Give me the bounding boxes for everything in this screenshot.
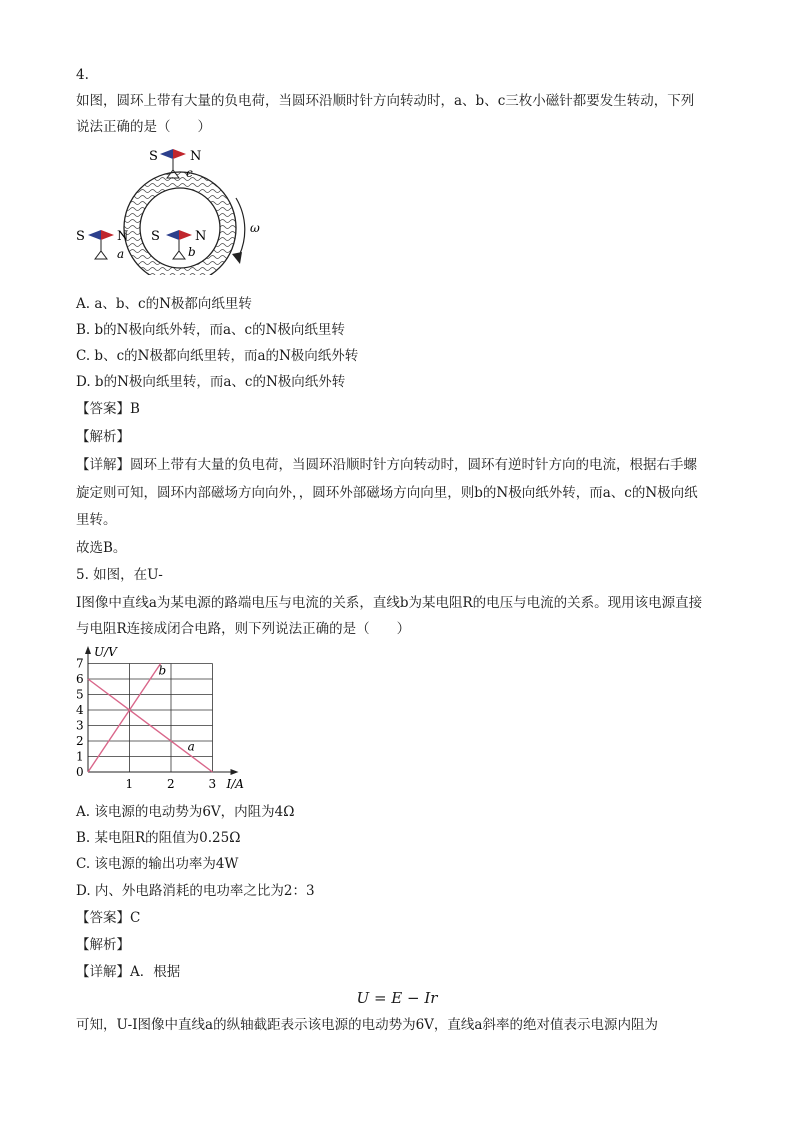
label-b: b (188, 245, 196, 259)
x-axis-arrow (231, 769, 239, 775)
q4-option-c: C. b、c的N极都向纸里转，而a的N极向纸外转 (76, 348, 359, 364)
q5-stem-line1: 5. 如图，在U- (76, 567, 163, 583)
omega-label: ω (250, 221, 260, 235)
u-i-chart (70, 644, 260, 794)
q5-stem-line3: 与电阻R连接成闭合电路，则下列说法正确的是（ ） (76, 621, 411, 637)
y-tick-label: 4 (76, 703, 84, 717)
q4-stem-line1: 如图，圆环上带有大量的负电荷，当圆环沿顺时针方向转动时，a、b、c三枚小磁针都要发生转动，下列 (76, 93, 695, 109)
x-tick-label: 1 (125, 777, 134, 791)
x-tick-label: 3 (208, 777, 217, 791)
q4-option-d: D. b的N极向纸里转，而a、c的N极向纸外转 (76, 374, 346, 390)
q5-option-a: A. 该电源的电动势为6V，内阻为4Ω (76, 804, 295, 820)
y-tick-label: 5 (76, 687, 84, 702)
q4-analysis-tag: 【解析】 (76, 429, 130, 445)
y-tick-label: 1 (76, 749, 84, 764)
q4-option-a: A. a、b、c的N极都向纸里转 (76, 296, 252, 312)
q4-answer: B (130, 401, 140, 417)
series-label-a: a (187, 739, 195, 754)
q5-answer-line (76, 909, 140, 927)
y-tick-label: 6 (76, 672, 84, 686)
q5-formula: U = E − Ir (356, 989, 438, 1007)
svg-text:N: N (190, 149, 202, 164)
ring-figure (70, 140, 280, 275)
label-a: a (117, 247, 125, 261)
y-tick-label: 7 (76, 656, 84, 671)
q4-answer-tag: 【答案】 (76, 401, 130, 417)
q5-detail-line2: 可知，U-I图像中直线a的纵轴截距表示该电源的电动势为6V，直线a斜率的绝对值表示电源内阻为 (76, 1017, 658, 1033)
svg-text:N: N (117, 229, 129, 244)
q5-answer-tag: 【答案】 (76, 910, 130, 926)
svg-text:S: S (151, 229, 160, 244)
series-label-b: b (158, 663, 167, 678)
charged-ring (124, 172, 236, 275)
y-tick-label: 2 (76, 734, 84, 748)
y-axis-arrow (85, 646, 91, 654)
q4-option-b: B. b的N极向纸外转，而a、c的N极向纸里转 (76, 322, 345, 338)
q4-detail-line1: 【详解】圆环上带有大量的负电荷，当圆环沿顺时针方向转动时，圆环有逆时针方向的电流，根据右手螺 (76, 457, 697, 473)
svg-text:S: S (76, 229, 85, 244)
q4-stem-line2: 说法正确的是（ ） (76, 119, 211, 135)
q5-detail-line1: 【详解】A．根据 (76, 964, 181, 980)
y-tick-label: 3 (76, 718, 84, 733)
q5-stem-line2: I图像中直线a为某电源的路端电压与电流的关系，直线b为某电阻R的电压与电流的关系。现用该电源直接 (76, 595, 703, 611)
q5-option-d: D. 内、外电路消耗的电功率之比为2：3 (76, 883, 315, 899)
x-axis-label: I/A (226, 777, 244, 791)
y-tick-label: 0 (76, 765, 84, 779)
needle-a (76, 229, 128, 261)
svg-text:N: N (195, 229, 207, 244)
label-c: c (186, 166, 193, 180)
q4-detail-line2: 旋定则可知，圆环内部磁场方向向外，，圆环外部磁场方向向里，则b的N极向纸外转，而a、c的N极向纸 (76, 485, 698, 501)
q4-number: 4. (76, 67, 89, 83)
svg-text:S: S (149, 149, 158, 164)
q4-conclusion: 故选B。 (76, 540, 127, 556)
q5-option-b: B. 某电阻R的阻值为0.25Ω (76, 830, 241, 846)
series-line-b (88, 664, 161, 773)
rotation-arrow (236, 198, 245, 258)
q4-detail-line3: 里转。 (76, 512, 117, 528)
q5-option-c: C. 该电源的输出功率为4W (76, 856, 239, 872)
q4-answer-line (76, 400, 140, 418)
x-tick-label: 2 (167, 777, 175, 791)
q5-answer: C (130, 910, 141, 926)
y-axis-label: U/V (94, 645, 117, 659)
q5-analysis-tag: 【解析】 (76, 937, 130, 953)
rotation-arrowhead (232, 252, 242, 264)
